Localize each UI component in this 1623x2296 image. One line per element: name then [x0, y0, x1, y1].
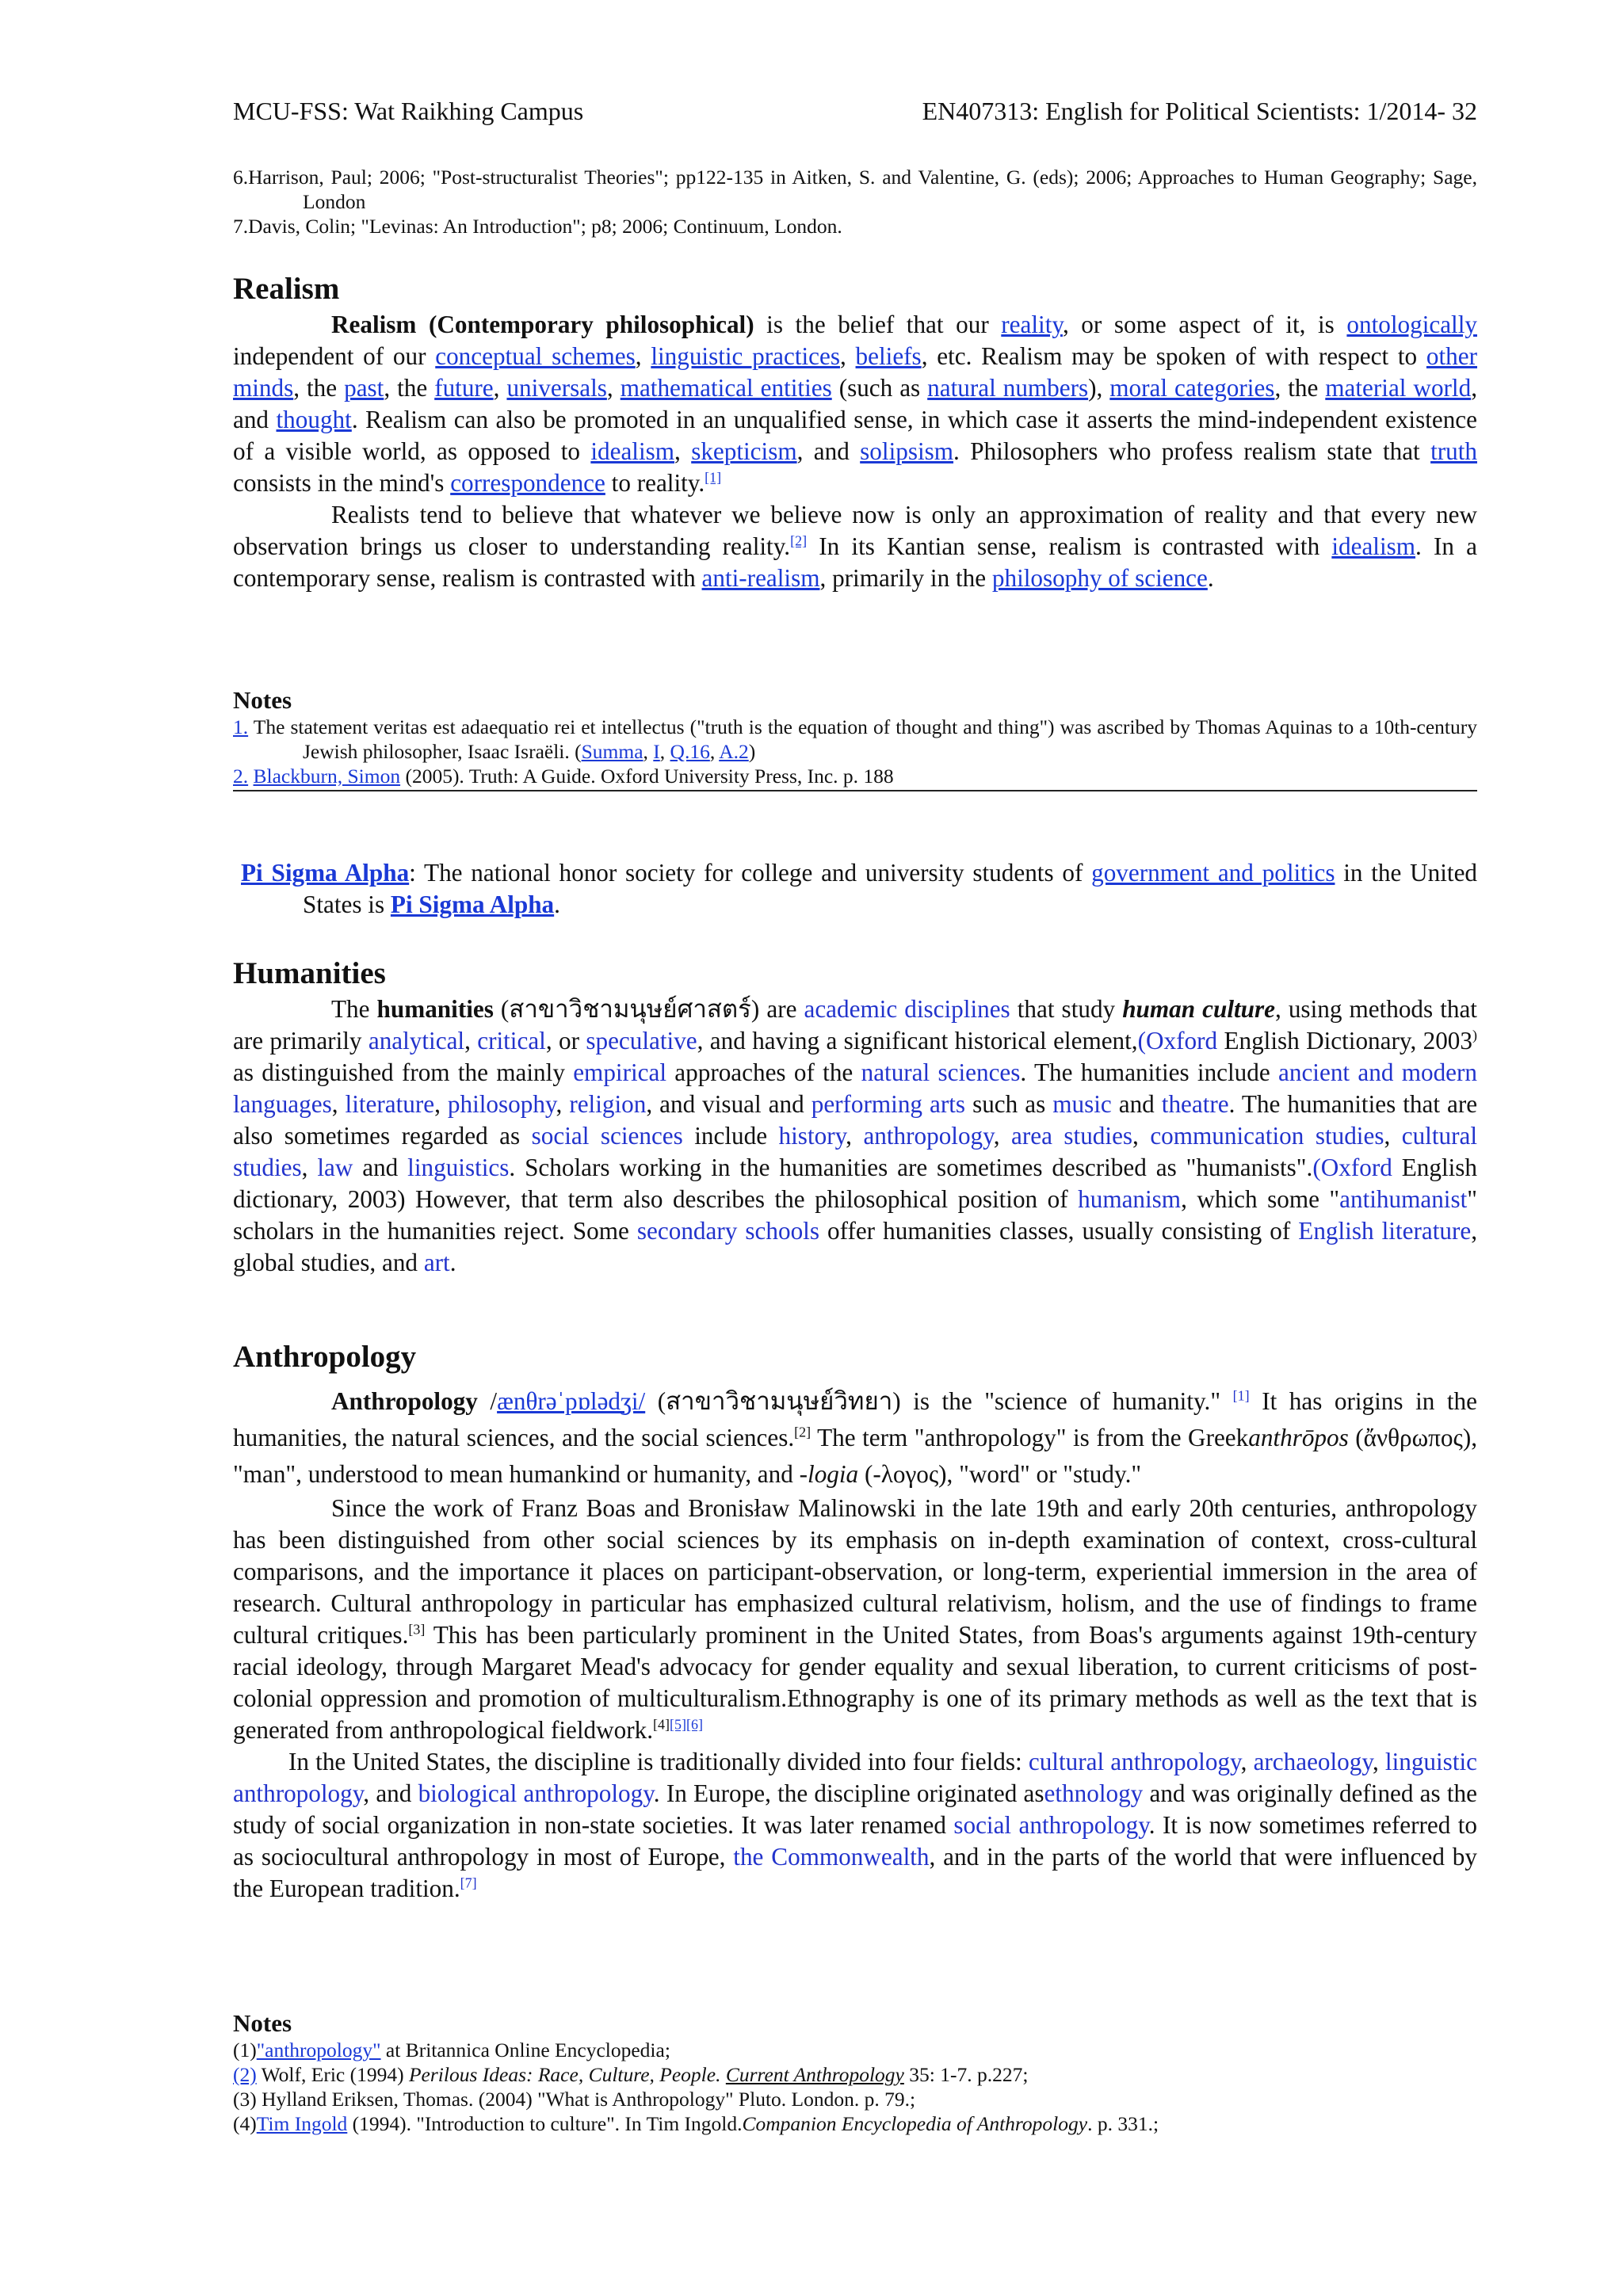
- italic-title: Perilous Ideas: Race, Culture, People.: [408, 2063, 721, 2086]
- top-references: [233, 165, 1477, 238]
- link-history[interactable]: history: [778, 1122, 846, 1150]
- footnote-ref-2[interactable]: [2]: [790, 532, 808, 549]
- link-ontologically[interactable]: ontologically: [1346, 311, 1477, 338]
- link-cultural-studies[interactable]: cultural studies: [233, 1122, 1477, 1181]
- bold-italic-term: human culture: [1122, 995, 1275, 1023]
- section-title-humanities: Humanities: [233, 956, 386, 990]
- link-archaeology[interactable]: archaeology: [1253, 1748, 1373, 1775]
- text: (2005). Truth: A Guide. Oxford University Press, Inc. p. 188: [400, 765, 894, 788]
- note-2: [233, 764, 1477, 788]
- notes-heading: Notes: [233, 686, 292, 714]
- text: ,: [434, 1090, 448, 1118]
- text: /: [477, 1387, 498, 1415]
- link-past[interactable]: past: [344, 374, 384, 402]
- text: ),: [1088, 374, 1110, 402]
- text: ,: [635, 342, 651, 370]
- footnote-ref-1[interactable]: [1]: [1232, 1387, 1250, 1404]
- link-pi-sigma-alpha-2[interactable]: Pi Sigma Alpha: [390, 891, 555, 918]
- anthro-note-4: [233, 2111, 1477, 2136]
- text: ,: [993, 1122, 1012, 1150]
- footnote-ref-1[interactable]: [1]: [705, 469, 722, 486]
- footnote-ref-3[interactable]: [3]: [408, 1621, 426, 1638]
- humanities-paragraph: [233, 994, 1477, 1279]
- text: as distinguished from the mainly: [233, 1058, 574, 1086]
- text: independent of our: [233, 342, 436, 370]
- anthro-note-3: (3) Hylland Eriksen, Thomas. (2004) "What is Anthropology" Pluto. London. p. 79.;: [233, 2088, 916, 2111]
- link-q16[interactable]: Q.16: [670, 740, 710, 763]
- text: and: [353, 1154, 408, 1181]
- text: , or: [545, 1027, 586, 1055]
- italic-term: logia: [808, 1460, 859, 1488]
- link-humanism[interactable]: humanism: [1078, 1185, 1182, 1213]
- link-english-literature[interactable]: English literature: [1298, 1217, 1472, 1245]
- anthropology-body: [233, 1383, 1477, 1905]
- text: ,: [556, 1090, 570, 1118]
- header-right: EN407313: English for Political Scientists: 1/2014- 32: [922, 97, 1477, 125]
- link-natural-sciences[interactable]: natural sciences: [861, 1058, 1021, 1086]
- footnote-ref-6[interactable]: [6]: [686, 1716, 703, 1733]
- text: .: [1207, 564, 1214, 592]
- anthropology-notes: [233, 2009, 1477, 2136]
- text: , global studies, and: [233, 1217, 1477, 1276]
- link-britannica[interactable]: "anthropology": [256, 2039, 381, 2061]
- link-blackburn[interactable]: Blackburn, Simon: [253, 765, 401, 788]
- text: (1): [233, 2039, 257, 2061]
- text: , the: [293, 374, 345, 402]
- anthropology-paragraph-3: [233, 1746, 1477, 1905]
- text: ,: [606, 374, 621, 402]
- text: (4): [233, 2112, 257, 2135]
- superscript: ): [1472, 1027, 1477, 1043]
- link-speculative[interactable]: speculative: [586, 1027, 697, 1055]
- anthro-note-2-number[interactable]: (2): [233, 2063, 257, 2086]
- link-social-sciences[interactable]: social sciences: [531, 1122, 683, 1150]
- realism-body: [233, 309, 1477, 594]
- link-academic-disciplines[interactable]: academic disciplines: [804, 995, 1010, 1023]
- text: include: [682, 1122, 779, 1150]
- text: Wolf, Eric (1994): [256, 2063, 409, 2086]
- link-beliefs[interactable]: beliefs: [855, 342, 922, 370]
- text: (1994). "Introduction to culture". In Tim Ingold.: [347, 2112, 743, 2135]
- link-literature[interactable]: literature: [345, 1090, 435, 1118]
- link-idealism-2[interactable]: idealism: [1331, 532, 1416, 560]
- text: 35: 1-7. p.227;: [903, 2063, 1029, 2086]
- note-1: 1. The statement veritas est adaequatio rei et intellectus ("truth is the equation of thought and thing") was ascribed by Thomas Aquinas to a 10th-century Jewish philosopher, Isaac Israëli. (Summa, I, Q.16, A.2): [233, 715, 1477, 763]
- bold-term: humanities: [376, 995, 494, 1023]
- text: : The national honor society for college and university students of: [409, 859, 1092, 887]
- link-moral-categories[interactable]: moral categories: [1109, 374, 1275, 402]
- text: ,: [1240, 1748, 1254, 1775]
- link-oxford-1[interactable]: (Oxford: [1137, 1027, 1218, 1055]
- text: (สาขาวิชามนุษย์วิทยา) is the "science of humanity.": [645, 1387, 1233, 1415]
- text: .: [449, 1249, 456, 1276]
- text: offer humanities classes, usually consisting of: [819, 1217, 1299, 1245]
- anthropology-paragraph-1: [233, 1383, 1477, 1493]
- text: . Philosophers who profess realism state that: [953, 437, 1431, 465]
- text: (สาขาวิชามนุษย์ศาสตร์) are: [493, 995, 804, 1023]
- text: This has been particularly prominent in the United States, from Boas's arguments against 19th-century racial ideology, through Margaret Mead's advocacy for gender equality and sexual liberation, to current criticisms of post-colonial oppression and promotion of multiculturalism.Ethnography is one of its primary methods as well as the text that is generated from anthropological fieldwork.: [233, 1621, 1477, 1744]
- text: Realists tend to believe that whatever we believe now is only an approximation of reality and that every new observation brings us closer to understanding reality.: [233, 501, 1477, 560]
- link-summa[interactable]: Summa: [581, 740, 643, 763]
- link-social-anthropology[interactable]: social anthropology: [953, 1811, 1149, 1839]
- link-other-minds[interactable]: other minds: [233, 342, 1478, 402]
- text: . It is now sometimes referred to as sociocultural anthropology in most of Europe,: [233, 1811, 1478, 1871]
- text: ,: [464, 1027, 478, 1055]
- section-title-realism: Realism: [233, 272, 340, 306]
- note-2-number[interactable]: 2.: [233, 765, 249, 788]
- text: , and having a significant historical element,: [697, 1027, 1138, 1055]
- bold-term: Anthropology: [331, 1387, 478, 1415]
- link-a2[interactable]: A.2: [719, 740, 749, 763]
- text: is the belief that our: [754, 311, 1002, 338]
- link-anthropology[interactable]: anthropology: [863, 1122, 994, 1150]
- text: English dictionary, 2003) However, that term also describes the philosophical position of: [233, 1154, 1477, 1213]
- text: ,: [674, 437, 692, 465]
- note-1-number[interactable]: 1.: [233, 715, 249, 738]
- text: . In a contemporary sense, realism is contrasted with: [233, 532, 1477, 592]
- text: , and: [233, 374, 1477, 433]
- text: such as: [965, 1090, 1053, 1118]
- text: , using methods that are primarily: [233, 995, 1477, 1055]
- link-languages[interactable]: ancient and modern languages: [233, 1058, 1477, 1118]
- text: consists in the mind's: [233, 469, 451, 497]
- link-secondary-schools[interactable]: secondary schools: [636, 1217, 819, 1245]
- anthro-note-2: [233, 2062, 1477, 2087]
- link-correspondence[interactable]: correspondence: [450, 469, 605, 497]
- text: In the United States, the discipline is traditionally divided into four fields:: [288, 1748, 1029, 1775]
- text: , and: [796, 437, 861, 465]
- text: , the: [384, 374, 435, 402]
- realism-notes: [233, 686, 1477, 791]
- anthro-note-1: [233, 2038, 1477, 2062]
- text: , etc. Realism may be spoken of with respect to: [921, 342, 1426, 370]
- text: to reality.: [605, 469, 705, 497]
- footnote-ref-7[interactable]: [7]: [460, 1875, 477, 1891]
- link-future[interactable]: future: [434, 374, 494, 402]
- text: , and in the parts of the world that were influenced by the European tradition.: [233, 1843, 1477, 1902]
- text: . Scholars working in the humanities are sometimes described as "humanists".: [509, 1154, 1313, 1181]
- text: ,: [1372, 1748, 1385, 1775]
- text: and was originally defined as the study of social organization in non-state societies. It was later renamed: [233, 1779, 1477, 1839]
- link-anti-realism[interactable]: anti-realism: [701, 564, 820, 592]
- text: ,: [301, 1154, 318, 1181]
- italic-term: anthrōpos: [1248, 1424, 1349, 1451]
- link-art[interactable]: art: [423, 1249, 450, 1276]
- text: . The humanities include: [1020, 1058, 1279, 1086]
- link-summa-i[interactable]: I: [653, 740, 660, 763]
- link-solipsism[interactable]: solipsism: [860, 437, 954, 465]
- text: It has origins in the humanities, the natural sciences, and the social sciences.: [233, 1387, 1477, 1451]
- link-commonwealth[interactable]: the Commonwealth: [733, 1843, 930, 1871]
- page-header: [233, 97, 1477, 126]
- pi-sigma-alpha-entry: [233, 857, 1477, 921]
- text: " scholars in the humanities reject. Some: [233, 1185, 1478, 1245]
- link-ipa[interactable]: ænθrəˈpɒlədʒi/: [497, 1387, 646, 1415]
- text: (such as: [831, 374, 928, 402]
- text: Since the work of Franz Boas and Bronisław Malinowski in the late 19th and early 20th centuries, anthropology has been distinguished from other social sciences by its emphasis on in-depth examination of context, cross-cultural comparisons, and the importance it places on participant-observation, or long-term, experiential immersion in the area of research. Cultural anthropology in particular has emphasized cultural relativism, holism, and the use of findings to frame cultural critiques.: [233, 1494, 1477, 1649]
- text: The: [331, 995, 377, 1023]
- link-tim-ingold[interactable]: Tim Ingold: [256, 2112, 348, 2135]
- link-linguistics[interactable]: linguistics: [407, 1154, 510, 1181]
- notes-heading-2: Notes: [233, 2009, 292, 2037]
- text: . The humanities that are also sometimes regarded as: [233, 1090, 1478, 1150]
- link-cultural-anthropology[interactable]: cultural anthropology: [1028, 1748, 1241, 1775]
- text: . p. 331.;: [1087, 2112, 1159, 2135]
- text: that study: [1010, 995, 1123, 1023]
- link-oxford-2[interactable]: (Oxford: [1312, 1154, 1392, 1181]
- realism-lead: Realism (Contemporary philosophical): [331, 311, 754, 338]
- footnote-ref-5[interactable]: [5]: [670, 1716, 686, 1733]
- text: in the United States is: [303, 859, 1478, 918]
- link-music[interactable]: music: [1052, 1090, 1112, 1118]
- text: , or some aspect of it, is: [1062, 311, 1347, 338]
- text: The term "anthropology" is from the Greek: [811, 1424, 1249, 1451]
- link-biological-anthropology[interactable]: biological anthropology: [418, 1779, 654, 1807]
- text: , and visual and: [646, 1090, 812, 1118]
- link-linguistic-anthropology[interactable]: linguistic anthropology: [233, 1748, 1477, 1807]
- anthropology-paragraph-2: [233, 1493, 1477, 1746]
- link-government-and-politics[interactable]: government and politics: [1091, 859, 1335, 887]
- link-ethnology[interactable]: ethnology: [1044, 1779, 1144, 1807]
- text: (-λογος), "word" or "study.": [858, 1460, 1142, 1488]
- link-theatre[interactable]: theatre: [1161, 1090, 1229, 1118]
- link-universals[interactable]: universals: [506, 374, 607, 402]
- italic-title: Companion Encyclopedia of Anthropology: [742, 2112, 1088, 2135]
- text: . In Europe, the discipline originated as: [653, 1779, 1044, 1807]
- reference-6: 6.Harrison, Paul; 2006; "Post-structuralist Theories"; pp122-135 in Aitken, S. and Valentine, G. (eds); 2006; Approaches to Human Geography; Sage, London: [233, 166, 1477, 213]
- link-current-anthropology[interactable]: Current Anthropology: [725, 2063, 904, 2086]
- link-antihumanist[interactable]: antihumanist: [1339, 1185, 1468, 1213]
- link-linguistic-practices[interactable]: linguistic practices: [651, 342, 840, 370]
- link-natural-numbers[interactable]: natural numbers: [927, 374, 1089, 402]
- footnote-ref-4[interactable]: [4]: [653, 1716, 670, 1733]
- link-law[interactable]: law: [317, 1154, 353, 1181]
- link-analytical[interactable]: analytical: [368, 1027, 465, 1055]
- text: ,: [493, 374, 507, 402]
- text: approaches of the: [666, 1058, 861, 1086]
- text: ,: [1132, 1122, 1151, 1150]
- link-mathematical-entities[interactable]: mathematical entities: [620, 374, 832, 402]
- link-truth[interactable]: truth: [1430, 437, 1477, 465]
- link-empirical[interactable]: empirical: [573, 1058, 666, 1086]
- humanities-body: [233, 994, 1477, 1279]
- link-reality[interactable]: reality: [1001, 311, 1063, 338]
- text: and: [1111, 1090, 1162, 1118]
- pi-sigma-alpha-paragraph: [233, 857, 1477, 921]
- link-religion[interactable]: religion: [569, 1090, 647, 1118]
- text: , the: [1274, 374, 1326, 402]
- footnote-ref-2[interactable]: [2]: [794, 1424, 812, 1440]
- text: .: [554, 891, 560, 918]
- realism-paragraph-2: [233, 499, 1477, 594]
- reference-7: 7.Davis, Colin; "Levinas: An Introduction"; p8; 2006; Continuum, London.: [233, 215, 842, 238]
- text: , and: [363, 1779, 418, 1807]
- link-conceptual-schemes[interactable]: conceptual schemes: [435, 342, 636, 370]
- text: . Realism can also be promoted in an unqualified sense, in which case it asserts the mind-independent existence of a visible world, as opposed to: [233, 406, 1477, 465]
- link-pi-sigma-alpha[interactable]: Pi Sigma Alpha: [241, 859, 410, 887]
- link-thought[interactable]: thought: [276, 406, 352, 433]
- link-critical[interactable]: critical: [477, 1027, 546, 1055]
- text: The statement veritas est adaequatio rei et intellectus ("truth is the equation of thought and thing") was ascribed by Thomas Aquinas to a 10th-century Jewish philosopher, Isaac Israëli. (: [248, 715, 1477, 763]
- text: ): [748, 740, 756, 763]
- text: , primarily in the: [819, 564, 992, 592]
- text: ,: [839, 342, 856, 370]
- text: (ἄνθρωπος), "man", understood to mean humankind or humanity, and -: [233, 1424, 1477, 1488]
- link-philosophy-of-science[interactable]: philosophy of science: [991, 564, 1208, 592]
- text: , which some ": [1181, 1185, 1340, 1213]
- text: ,: [1384, 1122, 1402, 1150]
- text: ,: [846, 1122, 864, 1150]
- realism-paragraph-1: [233, 309, 1477, 499]
- link-skepticism[interactable]: skepticism: [691, 437, 797, 465]
- header-left: MCU-FSS: Wat Raikhing Campus: [233, 97, 584, 125]
- text: In its Kantian sense, realism is contrasted with: [807, 532, 1332, 560]
- link-performing-arts[interactable]: performing arts: [811, 1090, 966, 1118]
- link-philosophy[interactable]: philosophy: [447, 1090, 556, 1118]
- section-title-anthropology: Anthropology: [233, 1340, 417, 1374]
- text: at Britannica Online Encyclopedia;: [380, 2039, 670, 2061]
- link-material-world[interactable]: material world: [1325, 374, 1472, 402]
- text: English Dictionary, 2003: [1217, 1027, 1472, 1055]
- link-idealism[interactable]: idealism: [590, 437, 675, 465]
- text: ,: [331, 1090, 346, 1118]
- link-communication-studies[interactable]: communication studies: [1150, 1122, 1384, 1150]
- link-area-studies[interactable]: area studies: [1011, 1122, 1133, 1150]
